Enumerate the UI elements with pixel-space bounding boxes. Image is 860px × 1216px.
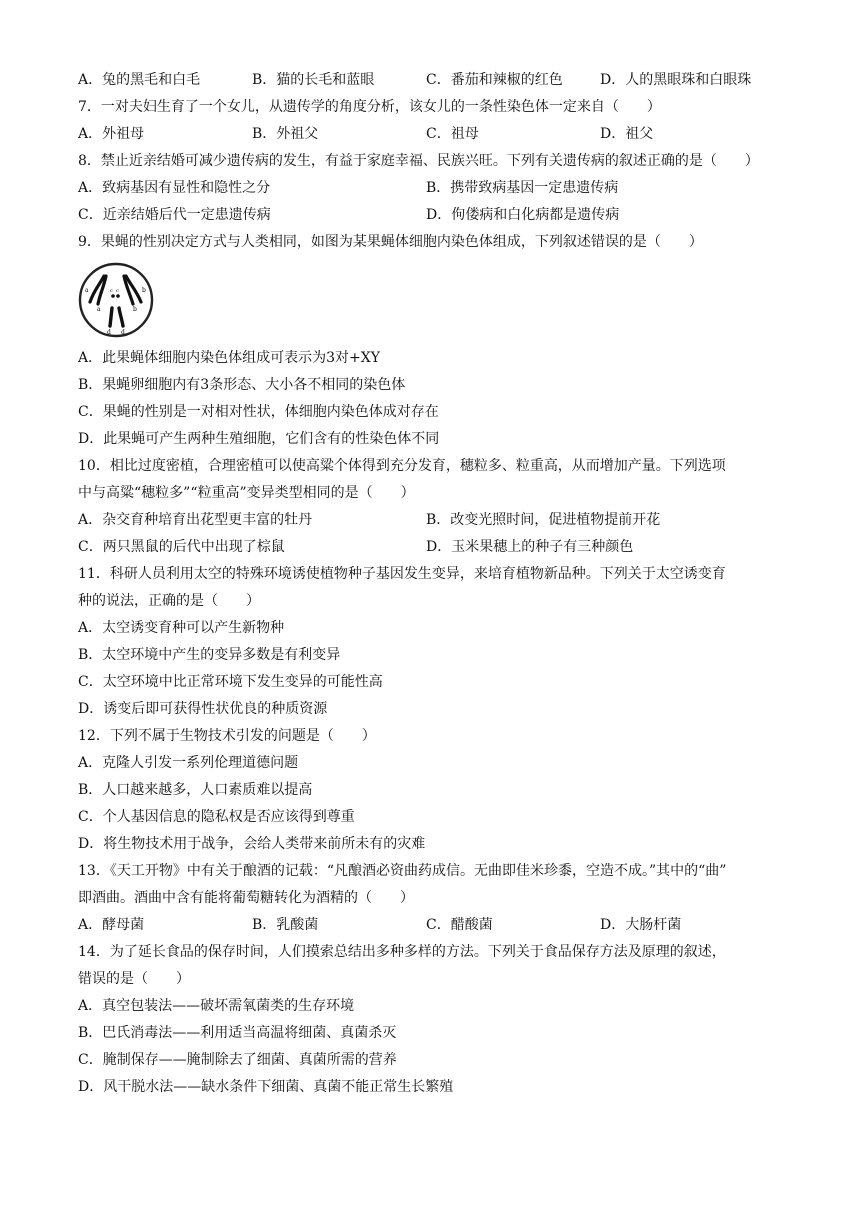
label-a1: a bbox=[85, 287, 89, 294]
q10-option-d: D．玉米果穗上的种子有三种颜色 bbox=[426, 539, 634, 555]
q13-option-d: D．大肠杆菌 bbox=[600, 917, 682, 933]
q6-option-a: A．兔的黑毛和白毛 bbox=[78, 72, 201, 88]
label-a2: a bbox=[97, 306, 101, 313]
q12-stem: 12．下列不属于生物技术引发的问题是（ ） bbox=[78, 728, 376, 744]
q8-option-c: C．近亲结婚后代一定患遗传病 bbox=[78, 207, 271, 223]
q8-option-a: A．致病基因有显性和隐性之分 bbox=[78, 180, 271, 196]
q13-stem-line1: 13．《天工开物》中有关于酿酒的记载：“凡酿酒必资曲药成信。无曲即佳米珍黍，空造不成。”其中的“曲” bbox=[78, 863, 727, 879]
label-b1: b bbox=[142, 287, 146, 294]
q8-option-b: B．携带致病基因一定患遗传病 bbox=[426, 180, 619, 196]
q7-option-a: A．外祖母 bbox=[78, 126, 145, 142]
q13-option-a: A．酵母菌 bbox=[78, 917, 145, 933]
q10-option-c: C．两只黑鼠的后代中出现了棕鼠 bbox=[78, 539, 285, 555]
q13-stem-line2: 即酒曲。酒曲中含有能将葡萄糖转化为酒精的（ ） bbox=[78, 890, 414, 906]
q13-option-c: C．醋酸菌 bbox=[426, 917, 493, 933]
q8-stem: 8．禁止近亲结婚可减少遗传病的发生，有益于家庭幸福、民族兴旺。下列有关遗传病的叙述正确的是（ ） bbox=[78, 153, 759, 169]
q9-option-c: C．果蝇的性别是一对相对性状，体细胞内染色体成对存在 bbox=[78, 404, 439, 420]
chromosome-figure bbox=[78, 262, 154, 338]
q9-stem: 9．果蝇的性别决定方式与人类相同，如图为某果蝇体细胞内染色体组成，下列叙述错误的是（ ） bbox=[78, 234, 703, 250]
q14-option-b: B．巴氏消毒法——利用适当高温将细菌、真菌杀灭 bbox=[78, 1025, 397, 1041]
label-d1: d bbox=[107, 329, 111, 336]
q12-option-d: D．将生物技术用于战争，会给人类带来前所未有的灾难 bbox=[78, 836, 426, 852]
q10-stem-line1: 10．相比过度密植，合理密植可以使高粱个体得到充分发育，穗粒多、粒重高，从而增加产量。下列选项 bbox=[78, 458, 726, 474]
q11-stem-line1: 11．科研人员利用太空的特殊环境诱使植物种子基因发生变异，来培育植物新品种。下列关于太空诱变育 bbox=[78, 566, 726, 582]
q12-option-c: C．个人基因信息的隐私权是否应该得到尊重 bbox=[78, 809, 355, 825]
q7-option-d: D．祖父 bbox=[600, 126, 654, 142]
label-c2: c bbox=[116, 288, 119, 294]
q9-option-b: B．果蝇卵细胞内有3条形态、大小各不相同的染色体 bbox=[78, 377, 406, 393]
q13-option-b: B．乳酸菌 bbox=[252, 917, 319, 933]
label-c1: c bbox=[110, 288, 113, 294]
chromosome-c1 bbox=[111, 294, 115, 298]
q10-option-b: B．改变光照时间，促进植物提前开花 bbox=[426, 512, 661, 528]
q12-option-b: B．人口越来越多，人口素质难以提高 bbox=[78, 782, 313, 798]
q10-stem-line2: 中与高粱“穗粒多”“粒重高”变异类型相同的是（ ） bbox=[78, 485, 415, 501]
q9-option-a: A．此果蝇体细胞内染色体组成可表示为3对+XY bbox=[78, 350, 380, 366]
q7-option-c: C．祖母 bbox=[426, 126, 479, 142]
q6-option-b: B．猫的长毛和蓝眼 bbox=[252, 72, 375, 88]
q7-option-b: B．外祖父 bbox=[252, 126, 319, 142]
q8-option-d: D．佝偻病和白化病都是遗传病 bbox=[426, 207, 620, 223]
q11-option-d: D．诱变后即可获得性状优良的种质资源 bbox=[78, 701, 328, 717]
q14-stem-line1: 14．为了延长食品的保存时间，人们摸索总结出多种多样的方法。下列关于食品保存方法及原理的叙述， bbox=[78, 944, 726, 960]
q11-option-a: A．太空诱变育种可以产生新物种 bbox=[78, 620, 285, 636]
q14-option-a: A．真空包装法——破坏需氧菌类的生存环境 bbox=[78, 998, 355, 1014]
q14-option-c: C．腌制保存——腌制除去了细菌、真菌所需的营养 bbox=[78, 1052, 397, 1068]
q12-option-a: A．克隆人引发一系列伦理道德问题 bbox=[78, 755, 299, 771]
q11-option-b: B．太空环境中产生的变异多数是有利变异 bbox=[78, 647, 341, 663]
q11-option-c: C．太空环境中比正常环境下发生变异的可能性高 bbox=[78, 674, 383, 690]
q14-stem-line2: 错误的是（ ） bbox=[78, 971, 190, 987]
q7-stem: 7．一对夫妇生育了一个女儿，从遗传学的角度分析，该女儿的一条性染色体一定来自（ ） bbox=[78, 99, 661, 115]
chromosome-d1 bbox=[110, 308, 112, 326]
chromosome-c2 bbox=[116, 294, 120, 298]
label-b2: b bbox=[133, 306, 137, 313]
q14-option-d: D．风干脱水法——缺水条件下细菌、真菌不能正常生长繁殖 bbox=[78, 1079, 454, 1095]
q6-option-c: C．番茄和辣椒的红色 bbox=[426, 72, 563, 88]
q11-stem-line2: 种的说法，正确的是（ ） bbox=[78, 593, 260, 609]
label-d2: d bbox=[121, 329, 125, 336]
q10-option-a: A．杂交育种培育出花型更丰富的牡丹 bbox=[78, 512, 313, 528]
q9-option-d: D．此果蝇可产生两种生殖细胞，它们含有的性染色体不同 bbox=[78, 431, 440, 447]
q6-option-d: D．人的黑眼珠和白眼珠 bbox=[600, 72, 752, 88]
